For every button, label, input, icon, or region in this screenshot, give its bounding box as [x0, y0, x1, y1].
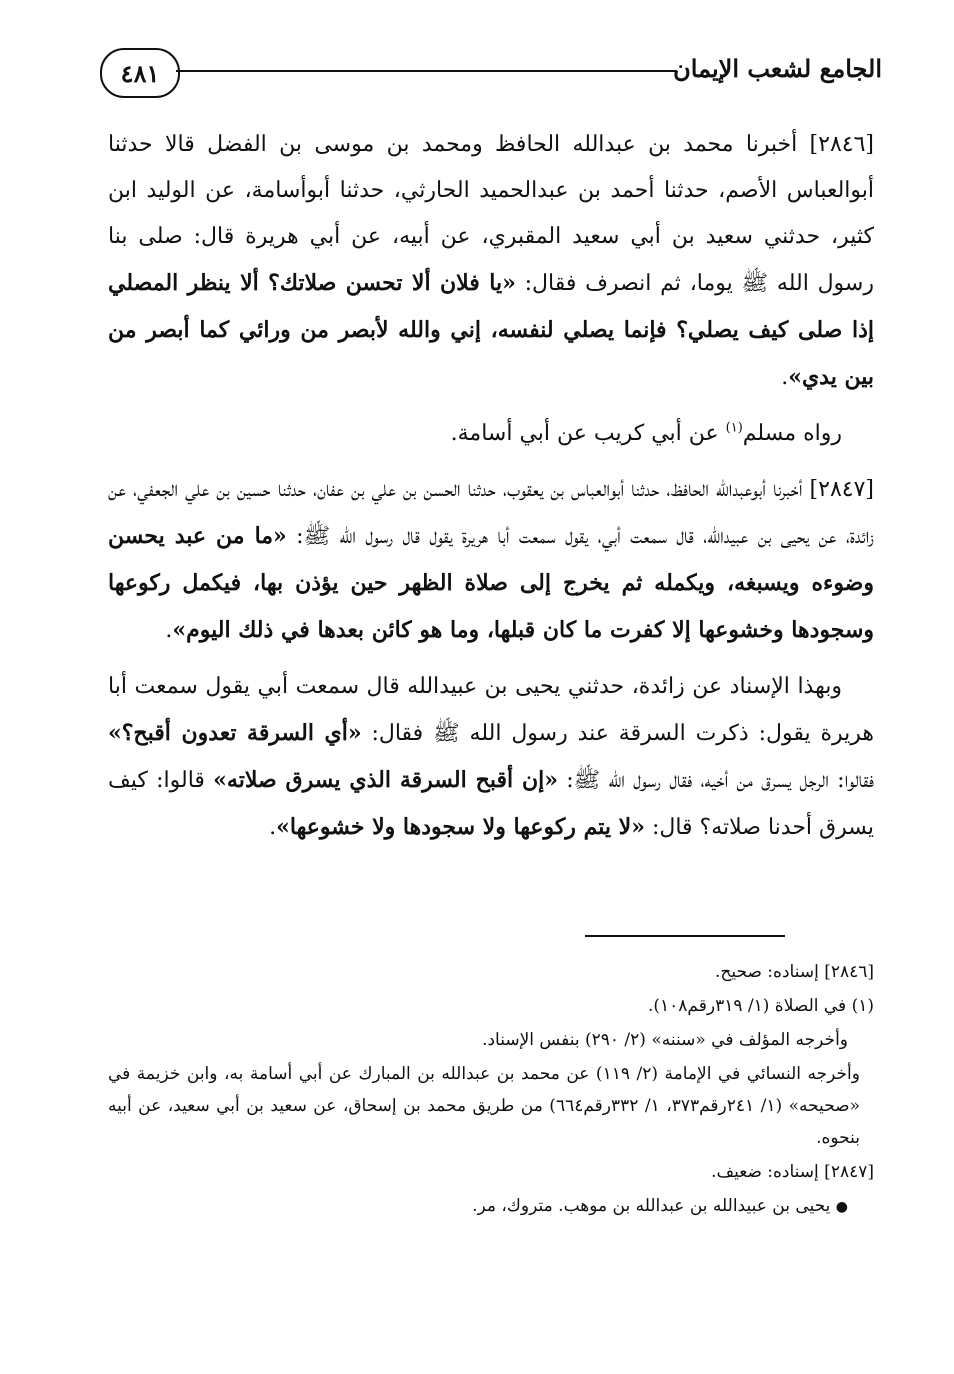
cont-quote-2: «إن أقبح السرقة الذي يسرق صلاته» — [213, 767, 559, 793]
cont-text-3: قالوا: كيف يسرق أحدنا صلاته؟ قال: — [108, 768, 874, 840]
hadith-2847-continuation — [108, 664, 874, 851]
hadith-2847 — [108, 467, 874, 654]
footnote-grade-2846: [٢٨٤٦] إسناده: صحيح. — [714, 962, 874, 982]
footnote-narrator-note — [108, 1190, 874, 1223]
hadith-2847-end: . — [165, 618, 173, 643]
narration-note-before: رواه مسلم — [742, 421, 842, 446]
narration-note-after: عن أبي كريب عن أبي أسامة. — [450, 421, 726, 446]
footnote-1-source: وأخرجه المؤلف في «سننه» (٢/ ٢٩٠) بنفس الإسناد. — [482, 1030, 848, 1050]
page-header — [100, 48, 882, 98]
cont-quote-3: «لا يتم ركوعها ولا سجودها ولا خشوعها» — [276, 814, 645, 840]
main-text — [108, 122, 874, 861]
bullet-icon: ● — [835, 1199, 848, 1215]
cont-text-2: فقالوا: الرجل يسرق من أخيه، فقال رسول الله ﷺ: — [558, 768, 874, 793]
hadith-2846-chain: [٢٨٤٦] أخبرنا محمد بن عبدالله الحافظ ومحمد بن موسى بن الفضل قالا حدثنا أبوالعباس الأصم، حدثنا أحمد بن عبدالحميد الحارثي، حدثنا أبوأسامة، عن الوليد ابن كثير، حدثني سعيد بن أبي سعيد المقبري، عن أبيه، عن أبي هريرة قال: صلى بنا رسول الله ﷺ يوما، ثم انصرف فقال: — [108, 132, 874, 296]
footnotes — [108, 956, 874, 1225]
cont-end: . — [269, 815, 277, 840]
page-number: ٤٨١ — [100, 48, 180, 98]
cont-quote-1: «أي السرقة تعدون أقبح؟» — [108, 720, 362, 746]
footnote-1: (١) في الصلاة (١/ ٣١٩رقم١٠٨). — [647, 996, 874, 1016]
hadith-2846 — [108, 122, 874, 401]
hadith-2847-chain: [٢٨٤٧] أخبرنا أبوعبدالله الحافظ، حدثنا أبوالعباس بن يعقوب، حدثنا الحسن بن علي بن عفان، حدثنا حسين بن علي الجعفي، عن زائدة، عن يحيى بن عبيدالله، قال سمعت أبي، يقول سمعت أبا هريرة يقول قال رسول الله ﷺ: — [108, 477, 874, 549]
cont-text-1: وبهذا الإسناد عن زائدة، حدثني يحيى بن عبيدالله قال سمعت أبي يقول سمعت أبا هريرة يقول: ذكرت السرقة عند رسول الله ﷺ فقال: — [108, 674, 874, 746]
hadith-2846-text: «يا فلان ألا تحسن صلاتك؟ ألا ينظر المصلي إذا صلى كيف يصلي؟ فإنما يصلي لنفسه، إني والله لأبصر من ورائي كما أبصر من بين يدي» — [108, 270, 874, 390]
footnote-ref-1[interactable]: (١) — [725, 420, 743, 436]
hadith-2847-text: «ما من عبد يحسن وضوءه ويسبغه، ويكمله ثم يخرج إلى صلاة الظهر حين يؤذن بها، فيكمل ركوعها وسجودها وخشوعها إلا كفرت ما كان قبلها، وما هو كائن بعدها في ذلك اليوم» — [108, 523, 874, 643]
hadith-2846-end: . — [781, 365, 789, 390]
footnote-separator — [585, 935, 785, 937]
footnote-1-other-sources: وأخرجه النسائي في الإمامة (٢/ ١١٩) عن محمد بن عبدالله بن المبارك عن أبي أسامة به، وابن خزيمة في «صحيحه» (١/ ٢٤١رقم٣٧٣، ١/ ٣٣٢رقم٦٦٤) من طريق محمد بن إسحاق، عن سعيد بن أبي سعيد، عن أبيه بنحوه. — [108, 1064, 861, 1148]
header-rule — [176, 70, 677, 72]
footnote-grade-2847: [٢٨٤٧] إسناده: ضعيف. — [711, 1162, 874, 1182]
book-title: الجامع لشعب الإيمان — [673, 54, 882, 83]
narration-note — [108, 411, 874, 457]
narrator-note-text: يحيى بن عبيدالله بن عبدالله بن موهب. متروك، مر. — [472, 1196, 836, 1216]
